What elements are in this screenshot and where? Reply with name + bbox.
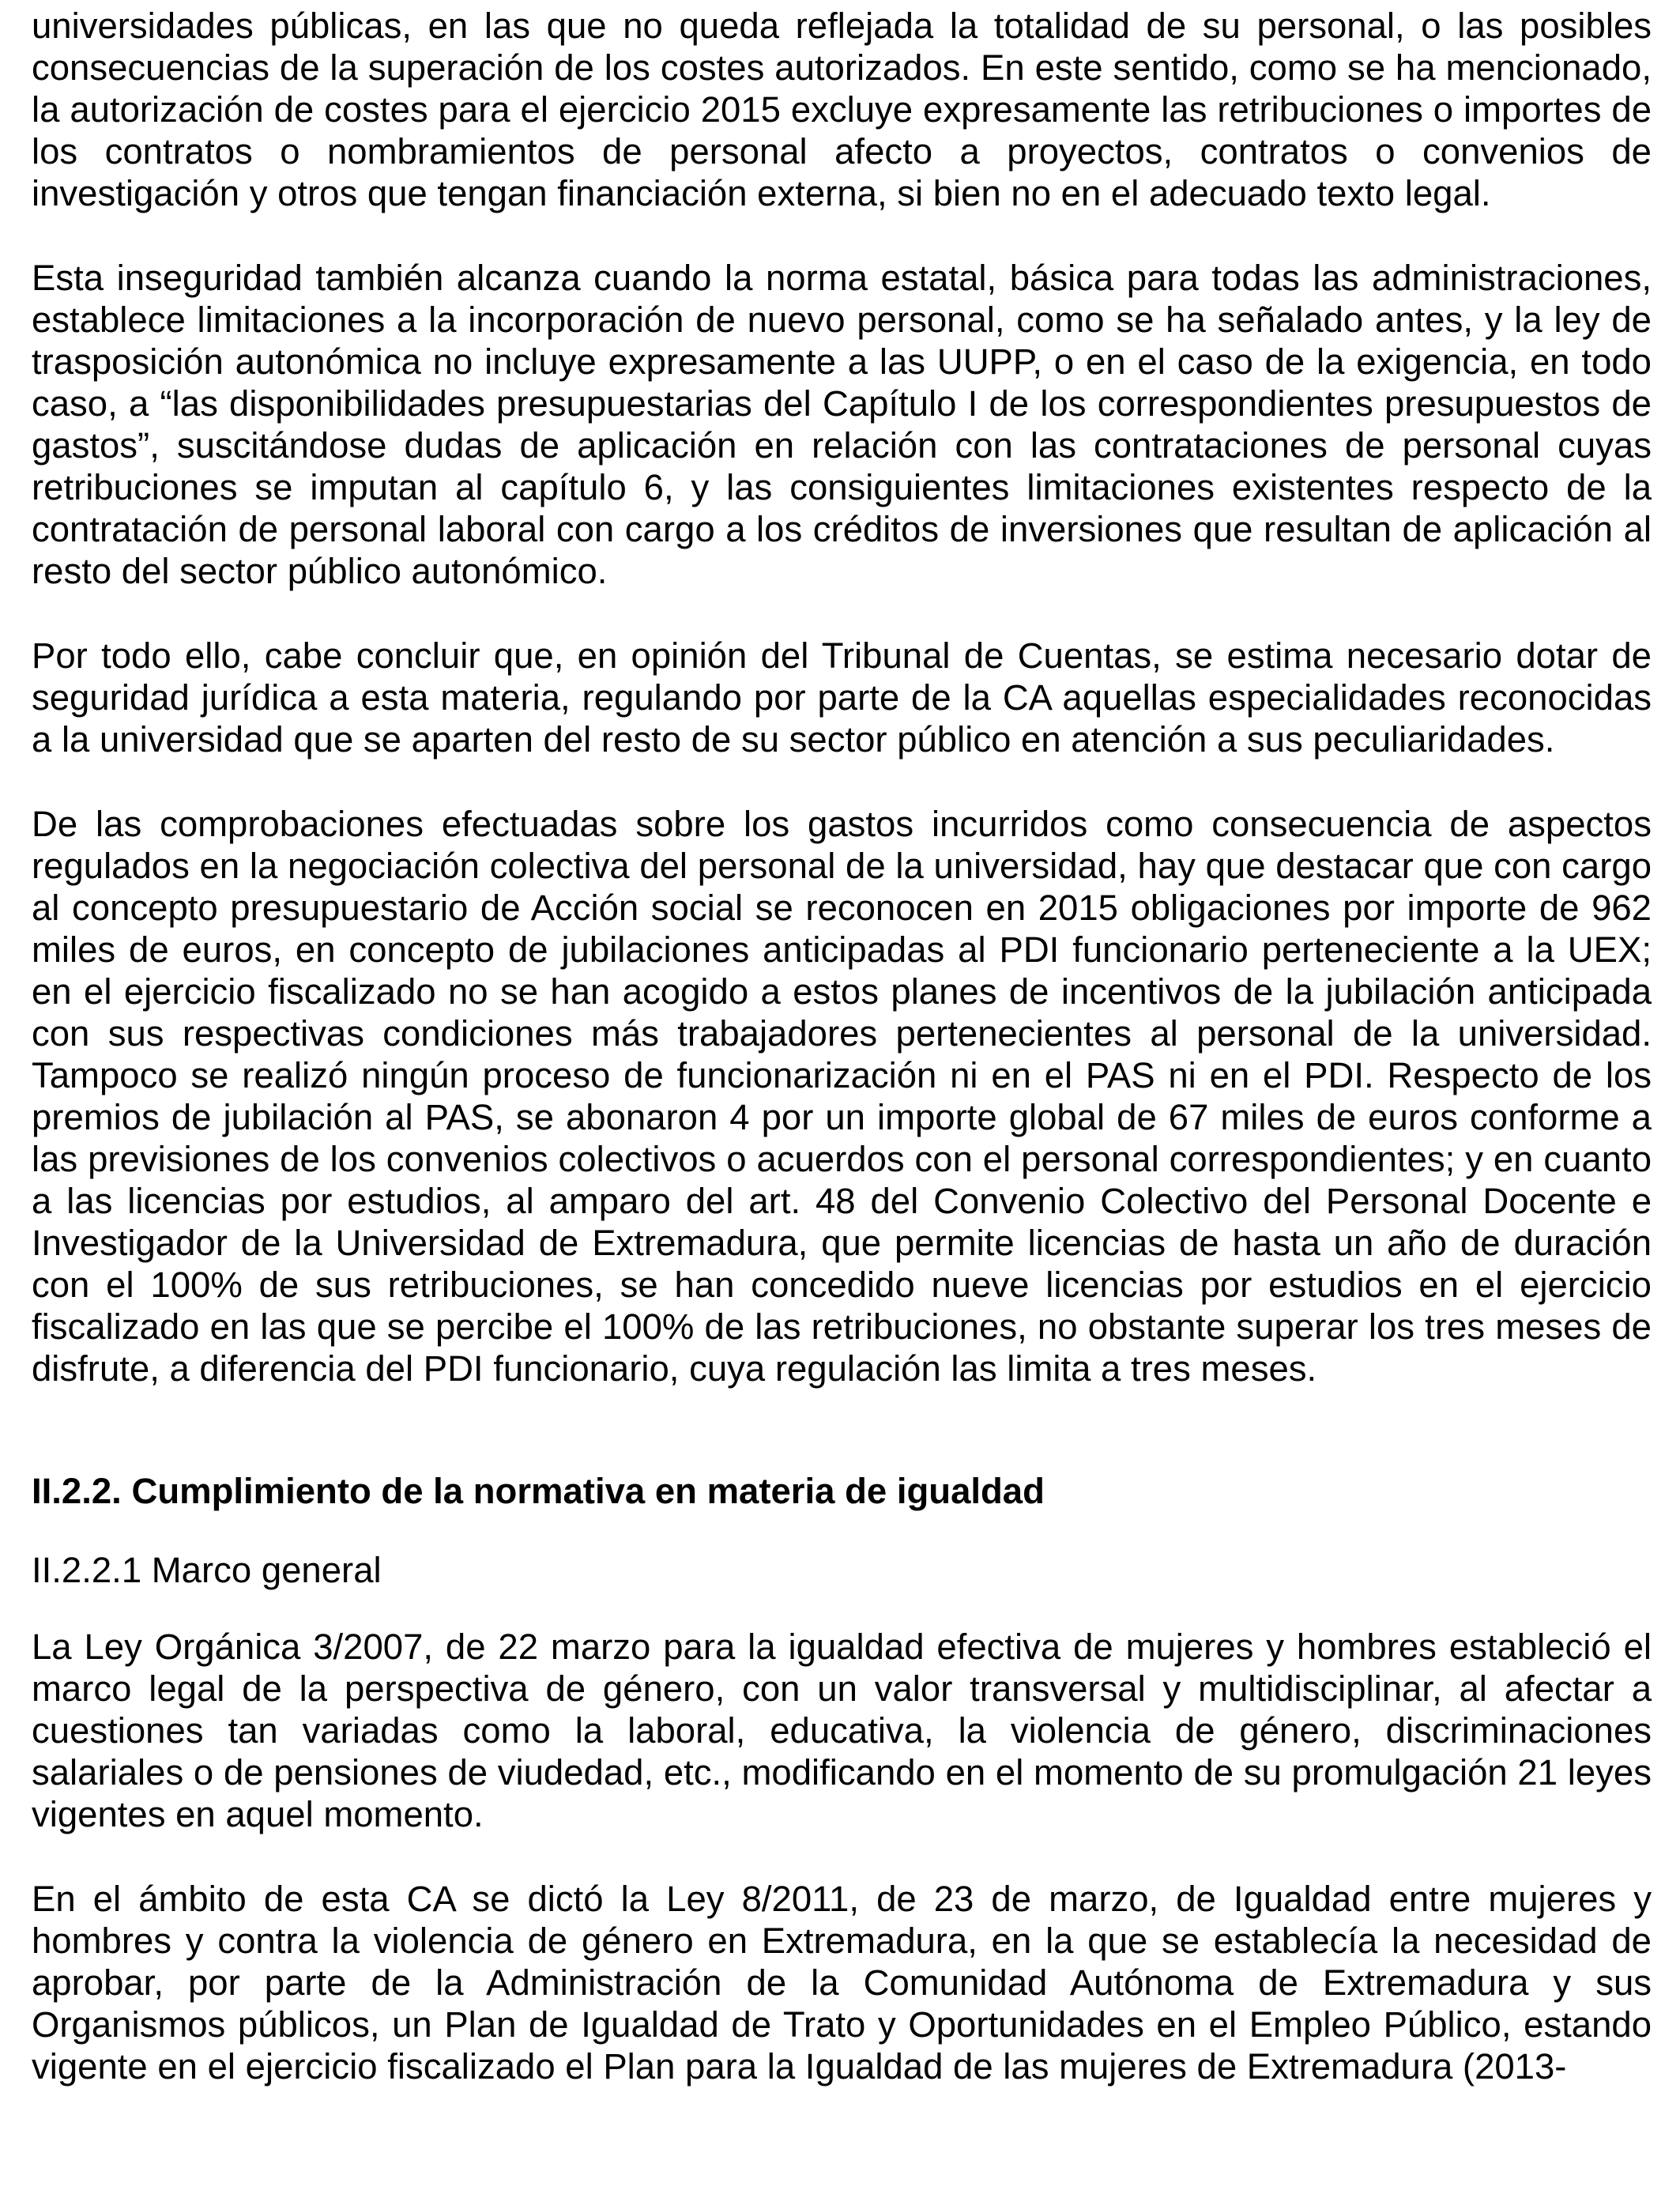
subsection-heading: II.2.2.1 Marco general <box>32 1550 382 1590</box>
paragraph-conclusion: Por todo ello, cabe concluir que, en opinión del Tribunal de Cuentas, se estima necesario dotar de seguridad jurídica a esta materia, regulando por parte de la CA aquellas especialidades reconocidas a la universidad que se aparten del resto de su sector público en atención a sus peculiaridades. <box>32 635 1652 760</box>
document-page <box>32 0 1652 2130</box>
paragraph-inseguridad: Esta inseguridad también alcanza cuando la norma estatal, básica para todas las administraciones, establece limitaciones a la incorporación de nuevo personal, como se ha señalado antes, y la ley de trasposición autonómica no incluye expresamente a las UUPP, o en el caso de la exigencia, en todo caso, a “las disponibilidades presupuestarias del Capítulo I de los correspondientes presupuestos de gastos”, suscitándose dudas de aplicación en relación con las contrataciones de personal cuyas retribuciones se imputan al capítulo 6, y las consiguientes limitaciones existentes respecto de la contratación de personal laboral con cargo a los créditos de inversiones que resultan de aplicación al resto del sector público autonómico. <box>32 258 1652 591</box>
paragraph-ley-extremadura: En el ámbito de esta CA se dictó la Ley 8/2011, de 23 de marzo, de Igualdad entre mujeres y hombres y contra la violencia de género en Extremadura, en la que se establecía la necesidad de aprobar, por parte de la Administración de la Comunidad Autónoma de Extremadura y sus Organismos públicos, un Plan de Igualdad de Trato y Oportunidades en el Empleo Público, estando vigente en el ejercicio fiscalizado el Plan para la Igualdad de las mujeres de Extremadura (2013- <box>32 1879 1652 2087</box>
paragraph-negociacion-colectiva: De las comprobaciones efectuadas sobre los gastos incurridos como consecuencia de aspectos regulados en la negociación colectiva del personal de la universidad, hay que destacar que con cargo al concepto presupuestario de Acción social se reconocen en 2015 obligaciones por importe de 962 miles de euros, en concepto de jubilaciones anticipadas al PDI funcionario perteneciente a la UEX; en el ejercicio fiscalizado no se han acogido a estos planes de incentivos de la jubilación anticipada con sus respectivas condiciones más trabajadores pertenecientes al personal de la universidad. Tampoco se realizó ningún proceso de funcionarización ni en el PAS ni en el PDI. Respecto de los premios de jubilación al PAS, se abonaron 4 por un importe global de 67 miles de euros conforme a las previsiones de los convenios colectivos o acuerdos con el personal correspondientes; y en cuanto a las licencias por estudios, al amparo del art. 48 del Convenio Colectivo del Personal Docente e Investigador de la Universidad de Extremadura, que permite licencias de hasta un año de duración con el 100% de sus retribuciones, se han concedido nueve licencias por estudios en el ejercicio fiscalizado en las que se percibe el 100% de las retribuciones, no obstante superar los tres meses de disfrute, a diferencia del PDI funcionario, cuya regulación las limita a tres meses. <box>32 804 1652 1389</box>
paragraph-ley-organica: La Ley Orgánica 3/2007, de 22 marzo para la igualdad efectiva de mujeres y hombres estableció el marco legal de la perspectiva de género, con un valor transversal y multidisciplinar, al afectar a cuestiones tan variadas como la laboral, educativa, la violencia de género, discriminaciones salariales o de pensiones de viudedad, etc., modificando en el momento de su promulgación 21 leyes vigentes en aquel momento. <box>32 1627 1652 1834</box>
section-heading: II.2.2. Cumplimiento de la normativa en materia de igualdad <box>32 1471 1045 1511</box>
paragraph-costes-autorizados: universidades públicas, en las que no queda reflejada la totalidad de su personal, o las posibles consecuencias de la superación de los costes autorizados. En este sentido, como se ha mencionado, la autorización de costes para el ejercicio 2015 excluye expresamente las retribuciones o importes de los contratos o nombramientos de personal afecto a proyectos, contratos o convenios de investigación y otros que tengan financiación externa, si bien no en el adecuado texto legal. <box>32 6 1652 213</box>
